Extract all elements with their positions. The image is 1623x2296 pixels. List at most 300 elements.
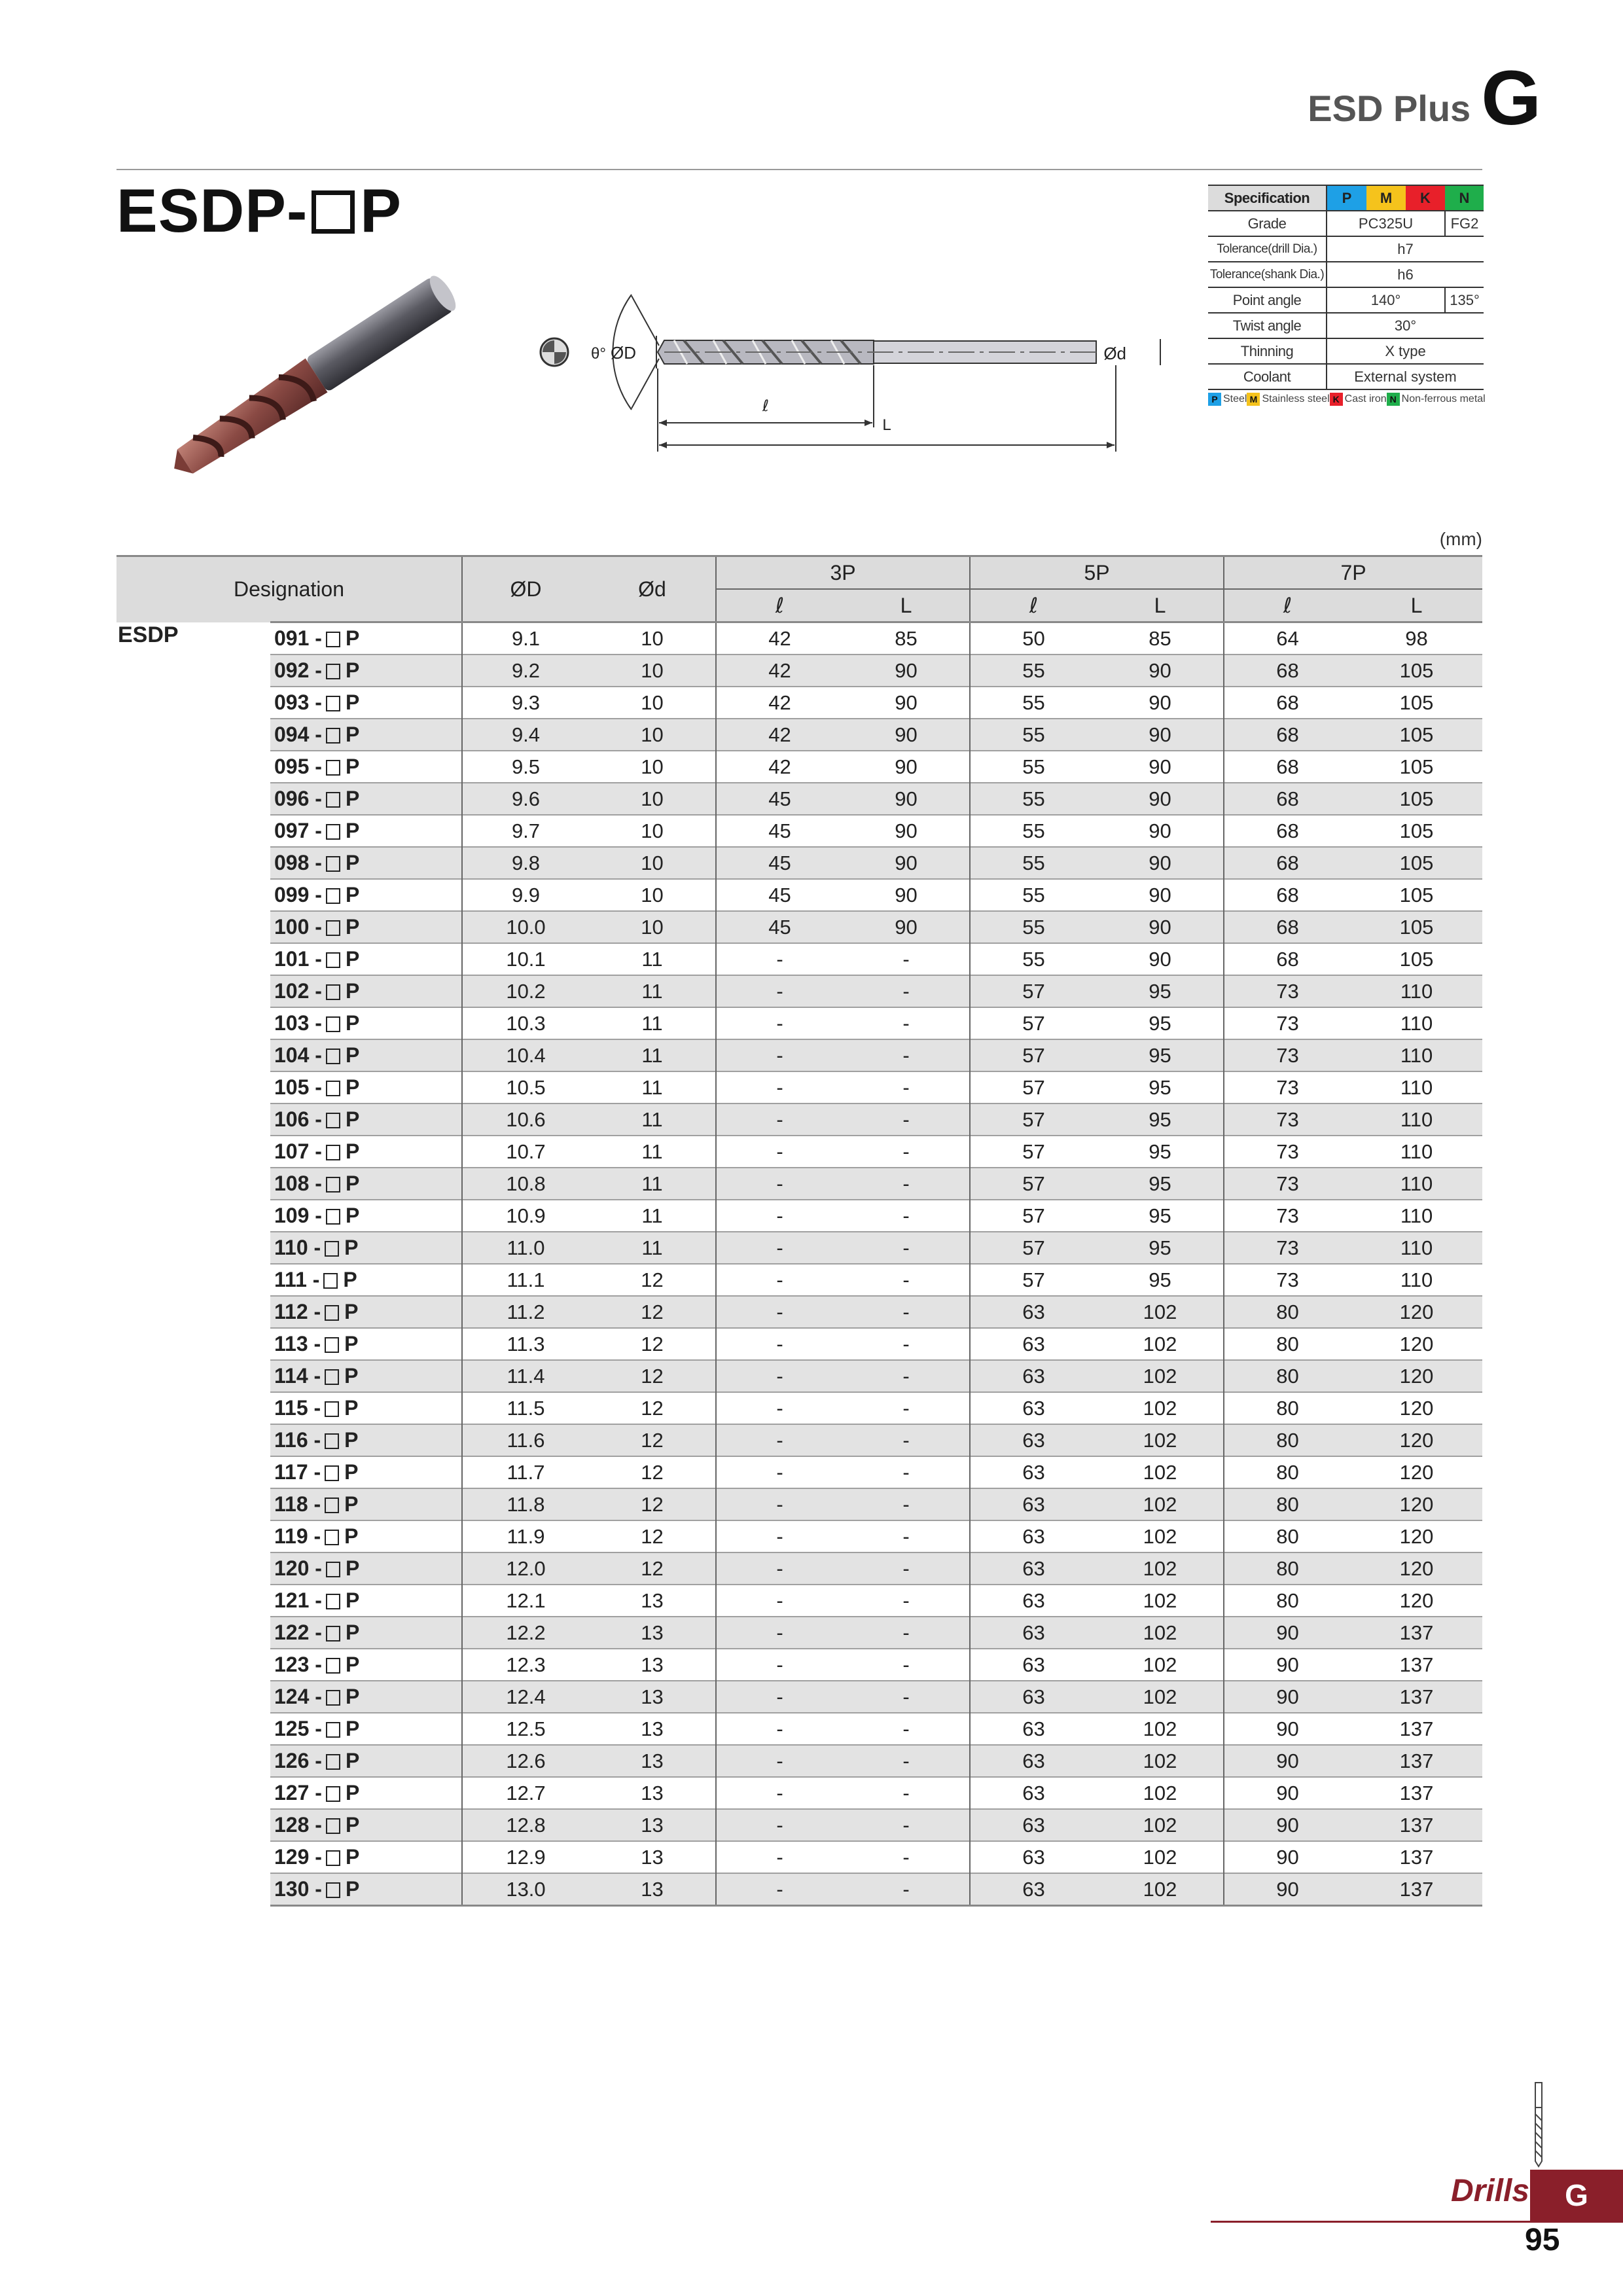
designation-code: 120 - xyxy=(274,1556,322,1580)
placeholder-box-icon xyxy=(326,984,340,1000)
cell-5p-length: 95 xyxy=(1097,1232,1224,1264)
cell-7p-flute: 73 xyxy=(1224,1232,1351,1264)
designation-suffix: P xyxy=(345,851,360,874)
cell-dia-D: 10.0 xyxy=(462,911,589,943)
legend-text: Stainless steel xyxy=(1262,393,1330,404)
designation-suffix: P xyxy=(344,1332,359,1355)
cell-7p-flute: 80 xyxy=(1224,1488,1351,1520)
cell-3p-flute: - xyxy=(716,1649,843,1681)
cell-7p-flute: 80 xyxy=(1224,1392,1351,1424)
cell-3p-flute: - xyxy=(716,1264,843,1296)
cell-7p-length: 105 xyxy=(1351,847,1482,879)
designation-suffix: P xyxy=(345,787,360,810)
cell-dia-D: 11.3 xyxy=(462,1328,589,1360)
cell-7p-flute: 73 xyxy=(1224,1039,1351,1071)
header-group-7p: 7P xyxy=(1224,556,1482,590)
cell-7p-flute: 80 xyxy=(1224,1520,1351,1552)
table-row xyxy=(116,943,1482,975)
cell-7p-length: 120 xyxy=(1351,1552,1482,1585)
cell-7p-length: 105 xyxy=(1351,943,1482,975)
cell-5p-flute: 55 xyxy=(970,655,1097,687)
spec-label: Tolerance(drill Dia.) xyxy=(1208,236,1327,262)
table-row xyxy=(116,815,1482,847)
cell-dia-d: 10 xyxy=(589,719,716,751)
cell-5p-flute: 55 xyxy=(970,943,1097,975)
drill-dimension-diagram xyxy=(533,280,1175,454)
designation-code: 091 - xyxy=(274,626,322,650)
legend-text: Non-ferrous metal xyxy=(1401,393,1486,404)
cell-5p-length: 90 xyxy=(1097,847,1224,879)
cell-7p-flute: 90 xyxy=(1224,1681,1351,1713)
placeholder-box-icon xyxy=(325,1401,339,1417)
cell-dia-D: 10.8 xyxy=(462,1168,589,1200)
designation-cell xyxy=(270,1745,462,1777)
cell-5p-length: 90 xyxy=(1097,719,1224,751)
designation-cell xyxy=(270,847,462,879)
placeholder-box-icon xyxy=(326,1690,340,1706)
designation-code: 106 - xyxy=(274,1107,322,1131)
header-total-length: L xyxy=(1351,589,1482,622)
cell-3p-flute: - xyxy=(716,1392,843,1424)
cell-5p-flute: 63 xyxy=(970,1296,1097,1328)
cell-5p-flute: 55 xyxy=(970,879,1097,911)
spec-value: 140° xyxy=(1327,287,1445,313)
designation-code: 102 - xyxy=(274,979,322,1003)
spec-label: Thinning xyxy=(1208,338,1327,364)
cell-3p-length: - xyxy=(843,1456,970,1488)
spec-table xyxy=(1208,185,1484,390)
cell-3p-length: - xyxy=(843,1071,970,1103)
cell-5p-flute: 63 xyxy=(970,1713,1097,1745)
title-prefix: ESDP- xyxy=(116,176,308,245)
cell-3p-length: - xyxy=(843,1200,970,1232)
cell-dia-D: 11.6 xyxy=(462,1424,589,1456)
designation-suffix: P xyxy=(345,1653,360,1676)
cell-5p-flute: 63 xyxy=(970,1809,1097,1841)
table-row xyxy=(116,1328,1482,1360)
cell-5p-length: 102 xyxy=(1097,1424,1224,1456)
designation-suffix: P xyxy=(345,883,360,906)
placeholder-box-icon xyxy=(325,1305,339,1321)
cell-3p-flute: 45 xyxy=(716,783,843,815)
table-row xyxy=(116,1649,1482,1681)
table-row xyxy=(116,1264,1482,1296)
cell-dia-d: 12 xyxy=(589,1392,716,1424)
designation-cell xyxy=(270,1360,462,1392)
cell-5p-flute: 63 xyxy=(970,1649,1097,1681)
designation-cell xyxy=(270,1039,462,1071)
cell-3p-length: - xyxy=(843,1392,970,1424)
cell-5p-length: 95 xyxy=(1097,1200,1224,1232)
table-row xyxy=(116,1552,1482,1585)
designation-suffix: P xyxy=(345,915,360,939)
cell-3p-flute: 45 xyxy=(716,879,843,911)
designation-cell xyxy=(270,1777,462,1809)
legend-item xyxy=(1387,393,1486,406)
cell-7p-flute: 73 xyxy=(1224,1007,1351,1039)
spec-label: Coolant xyxy=(1208,364,1327,389)
designation-code: 125 - xyxy=(274,1717,322,1740)
drill-photo-image xyxy=(141,265,488,491)
cell-7p-flute: 68 xyxy=(1224,943,1351,975)
cell-7p-flute: 80 xyxy=(1224,1360,1351,1392)
designation-cell xyxy=(270,1103,462,1136)
cell-5p-flute: 50 xyxy=(970,622,1097,655)
cell-dia-D: 11.1 xyxy=(462,1264,589,1296)
spec-label: Grade xyxy=(1208,211,1327,236)
designation-suffix: P xyxy=(345,1845,360,1869)
cell-5p-length: 102 xyxy=(1097,1392,1224,1424)
cell-7p-length: 110 xyxy=(1351,975,1482,1007)
cell-dia-D: 12.0 xyxy=(462,1552,589,1585)
cell-7p-flute: 68 xyxy=(1224,815,1351,847)
spec-label: Twist angle xyxy=(1208,313,1327,338)
designation-cell xyxy=(270,783,462,815)
cell-dia-d: 10 xyxy=(589,879,716,911)
designation-suffix: P xyxy=(345,1717,360,1740)
cell-5p-length: 102 xyxy=(1097,1360,1224,1392)
designation-cell xyxy=(270,1649,462,1681)
cell-7p-flute: 68 xyxy=(1224,879,1351,911)
cell-5p-flute: 63 xyxy=(970,1745,1097,1777)
cell-7p-length: 120 xyxy=(1351,1296,1482,1328)
cell-5p-length: 90 xyxy=(1097,815,1224,847)
cell-dia-D: 11.9 xyxy=(462,1520,589,1552)
designation-code: 092 - xyxy=(274,658,322,682)
cell-dia-d: 10 xyxy=(589,911,716,943)
cell-7p-length: 120 xyxy=(1351,1488,1482,1520)
cell-7p-flute: 80 xyxy=(1224,1456,1351,1488)
cell-3p-flute: - xyxy=(716,1424,843,1456)
cell-7p-length: 110 xyxy=(1351,1039,1482,1071)
cell-3p-flute: - xyxy=(716,1520,843,1552)
cell-5p-flute: 57 xyxy=(970,1007,1097,1039)
placeholder-box-icon xyxy=(326,1562,340,1577)
table-row xyxy=(116,1168,1482,1200)
group-label: ESDP xyxy=(116,622,270,1906)
cell-3p-length: 85 xyxy=(843,622,970,655)
cell-7p-flute: 90 xyxy=(1224,1745,1351,1777)
cell-5p-flute: 57 xyxy=(970,1039,1097,1071)
cell-5p-flute: 57 xyxy=(970,1232,1097,1264)
cell-3p-length: 90 xyxy=(843,751,970,783)
cell-7p-length: 137 xyxy=(1351,1681,1482,1713)
designation-cell xyxy=(270,975,462,1007)
cell-dia-D: 10.6 xyxy=(462,1103,589,1136)
header-dia-d: Ød xyxy=(589,556,716,622)
placeholder-box-icon xyxy=(326,1016,340,1032)
cell-5p-flute: 63 xyxy=(970,1360,1097,1392)
designation-suffix: P xyxy=(345,1011,360,1035)
table-row xyxy=(116,1103,1482,1136)
cell-7p-flute: 68 xyxy=(1224,911,1351,943)
placeholder-box-icon xyxy=(326,664,340,679)
cell-5p-flute: 63 xyxy=(970,1873,1097,1906)
cell-dia-d: 13 xyxy=(589,1617,716,1649)
cell-5p-flute: 57 xyxy=(970,1200,1097,1232)
cell-dia-D: 10.5 xyxy=(462,1071,589,1103)
designation-suffix: P xyxy=(345,1749,360,1772)
cell-dia-d: 11 xyxy=(589,1071,716,1103)
cell-3p-length: - xyxy=(843,1873,970,1906)
cell-3p-flute: - xyxy=(716,1039,843,1071)
cell-3p-flute: - xyxy=(716,1777,843,1809)
cell-3p-length: - xyxy=(843,1103,970,1136)
placeholder-box-icon xyxy=(325,1433,339,1449)
iso-n-badge: N xyxy=(1445,185,1484,211)
theta-label: θ° xyxy=(591,345,606,363)
header-flute-length: ℓ xyxy=(1224,589,1351,622)
header-total-length: L xyxy=(843,589,970,622)
cell-3p-length: - xyxy=(843,1328,970,1360)
cell-dia-d: 13 xyxy=(589,1777,716,1809)
cell-dia-D: 9.1 xyxy=(462,622,589,655)
cell-7p-flute: 80 xyxy=(1224,1552,1351,1585)
cell-dia-D: 10.9 xyxy=(462,1200,589,1232)
flute-length-label: ℓ xyxy=(762,397,769,415)
table-row xyxy=(116,622,1482,655)
cell-dia-D: 12.7 xyxy=(462,1777,589,1809)
cell-5p-length: 102 xyxy=(1097,1552,1224,1585)
designation-suffix: P xyxy=(345,1204,360,1227)
spec-header-label: Specification xyxy=(1208,185,1327,211)
cell-3p-length: - xyxy=(843,943,970,975)
placeholder-box-icon xyxy=(326,856,340,872)
cell-3p-length: - xyxy=(843,1424,970,1456)
designation-suffix: P xyxy=(345,1043,360,1067)
cell-3p-length: - xyxy=(843,975,970,1007)
table-row xyxy=(116,1232,1482,1264)
cell-3p-flute: 42 xyxy=(716,655,843,687)
cell-3p-length: 90 xyxy=(843,815,970,847)
cell-7p-flute: 90 xyxy=(1224,1777,1351,1809)
cell-7p-length: 120 xyxy=(1351,1360,1482,1392)
designation-suffix: P xyxy=(344,1460,359,1484)
cell-dia-d: 10 xyxy=(589,783,716,815)
cell-7p-length: 120 xyxy=(1351,1585,1482,1617)
cell-7p-flute: 80 xyxy=(1224,1328,1351,1360)
placeholder-box-icon xyxy=(325,1465,339,1481)
table-row xyxy=(116,1520,1482,1552)
cell-5p-length: 85 xyxy=(1097,622,1224,655)
cell-3p-flute: 42 xyxy=(716,719,843,751)
placeholder-box-icon xyxy=(326,1658,340,1674)
table-row xyxy=(116,1681,1482,1713)
cell-3p-flute: - xyxy=(716,1585,843,1617)
cell-3p-flute: - xyxy=(716,1103,843,1136)
designation-code: 098 - xyxy=(274,851,322,874)
designation-cell xyxy=(270,1071,462,1103)
cell-3p-flute: - xyxy=(716,1360,843,1392)
legend-swatch: P xyxy=(1208,393,1221,406)
cell-7p-length: 110 xyxy=(1351,1264,1482,1296)
placeholder-box-icon xyxy=(325,1337,339,1353)
cell-3p-flute: 45 xyxy=(716,815,843,847)
designation-code: 107 - xyxy=(274,1139,322,1163)
cell-5p-length: 102 xyxy=(1097,1456,1224,1488)
cell-7p-flute: 90 xyxy=(1224,1841,1351,1873)
placeholder-box-icon xyxy=(326,824,340,840)
table-row xyxy=(116,1424,1482,1456)
cell-dia-D: 9.4 xyxy=(462,719,589,751)
table-row xyxy=(116,1745,1482,1777)
drill-tab-icon xyxy=(1531,2081,1546,2168)
cell-7p-length: 137 xyxy=(1351,1713,1482,1745)
cell-5p-length: 102 xyxy=(1097,1649,1224,1681)
placeholder-box-icon xyxy=(326,1754,340,1770)
cell-7p-length: 105 xyxy=(1351,783,1482,815)
cell-dia-d: 12 xyxy=(589,1520,716,1552)
cell-3p-length: 90 xyxy=(843,879,970,911)
header-designation: Designation xyxy=(116,556,462,622)
cell-5p-flute: 57 xyxy=(970,1103,1097,1136)
designation-code: 101 - xyxy=(274,947,322,971)
designation-suffix: P xyxy=(345,1877,360,1901)
cell-7p-length: 110 xyxy=(1351,1007,1482,1039)
cell-5p-length: 95 xyxy=(1097,1136,1224,1168)
designation-cell xyxy=(270,1168,462,1200)
spec-value: External system xyxy=(1327,364,1484,389)
designation-code: 105 - xyxy=(274,1075,322,1099)
table-row xyxy=(116,1713,1482,1745)
cell-dia-D: 11.4 xyxy=(462,1360,589,1392)
designation-code: 110 - xyxy=(274,1236,321,1259)
cell-5p-length: 90 xyxy=(1097,879,1224,911)
cell-3p-flute: - xyxy=(716,1232,843,1264)
placeholder-box-icon xyxy=(326,1145,340,1160)
page-title xyxy=(116,178,402,243)
designation-code: 103 - xyxy=(274,1011,322,1035)
designation-cell xyxy=(270,1232,462,1264)
cell-3p-length: - xyxy=(843,1360,970,1392)
cell-dia-d: 11 xyxy=(589,1103,716,1136)
cell-dia-D: 11.2 xyxy=(462,1296,589,1328)
cell-5p-flute: 55 xyxy=(970,847,1097,879)
cell-3p-flute: 42 xyxy=(716,622,843,655)
cell-dia-D: 9.8 xyxy=(462,847,589,879)
cell-dia-d: 12 xyxy=(589,1456,716,1488)
table-row xyxy=(116,719,1482,751)
spec-value: h7 xyxy=(1327,236,1484,262)
cell-3p-length: - xyxy=(843,1649,970,1681)
designation-code: 122 - xyxy=(274,1621,322,1644)
cell-5p-flute: 63 xyxy=(970,1777,1097,1809)
table-row xyxy=(116,1136,1482,1168)
designation-code: 109 - xyxy=(274,1204,322,1227)
table-row xyxy=(116,975,1482,1007)
legend-item xyxy=(1247,393,1329,406)
designation-suffix: P xyxy=(345,1813,360,1837)
cell-7p-flute: 68 xyxy=(1224,783,1351,815)
placeholder-box-icon xyxy=(326,1626,340,1641)
cell-5p-length: 102 xyxy=(1097,1617,1224,1649)
placeholder-box-icon xyxy=(325,1530,339,1545)
designation-cell xyxy=(270,622,462,655)
cell-5p-length: 95 xyxy=(1097,1039,1224,1071)
cell-5p-flute: 63 xyxy=(970,1488,1097,1520)
cell-7p-flute: 90 xyxy=(1224,1713,1351,1745)
cell-5p-flute: 63 xyxy=(970,1520,1097,1552)
designation-suffix: P xyxy=(345,1107,360,1131)
spec-value: 135° xyxy=(1445,287,1484,313)
cell-dia-d: 13 xyxy=(589,1649,716,1681)
cell-5p-flute: 57 xyxy=(970,1264,1097,1296)
designation-cell xyxy=(270,1456,462,1488)
designation-code: 093 - xyxy=(274,691,322,714)
cell-3p-flute: - xyxy=(716,1200,843,1232)
cell-dia-d: 10 xyxy=(589,751,716,783)
designation-code: 124 - xyxy=(274,1685,322,1708)
designation-cell xyxy=(270,1520,462,1552)
cell-dia-d: 11 xyxy=(589,1200,716,1232)
cell-3p-length: - xyxy=(843,1488,970,1520)
legend-swatch: N xyxy=(1387,393,1400,406)
cell-3p-length: - xyxy=(843,1136,970,1168)
spec-value: h6 xyxy=(1327,262,1484,287)
cell-7p-flute: 90 xyxy=(1224,1617,1351,1649)
table-row xyxy=(116,879,1482,911)
cell-3p-flute: - xyxy=(716,1745,843,1777)
cell-7p-length: 110 xyxy=(1351,1232,1482,1264)
cell-5p-length: 90 xyxy=(1097,943,1224,975)
footer-section-tab: G xyxy=(1530,2170,1623,2221)
cell-dia-d: 11 xyxy=(589,943,716,975)
cell-dia-d: 13 xyxy=(589,1809,716,1841)
cell-dia-d: 10 xyxy=(589,847,716,879)
cell-dia-D: 12.9 xyxy=(462,1841,589,1873)
designation-code: 123 - xyxy=(274,1653,322,1676)
cell-dia-d: 10 xyxy=(589,622,716,655)
cell-5p-length: 95 xyxy=(1097,1071,1224,1103)
cell-7p-flute: 73 xyxy=(1224,1264,1351,1296)
cell-dia-d: 11 xyxy=(589,1168,716,1200)
cell-dia-D: 11.8 xyxy=(462,1488,589,1520)
cell-7p-length: 137 xyxy=(1351,1777,1482,1809)
designation-code: 113 - xyxy=(274,1332,321,1355)
designation-suffix: P xyxy=(345,691,360,714)
cell-5p-length: 95 xyxy=(1097,1007,1224,1039)
designation-suffix: P xyxy=(345,1685,360,1708)
cell-5p-length: 90 xyxy=(1097,783,1224,815)
dia-d-label: Ød xyxy=(1103,344,1126,363)
cell-5p-length: 102 xyxy=(1097,1873,1224,1906)
table-row xyxy=(116,687,1482,719)
cell-5p-length: 102 xyxy=(1097,1520,1224,1552)
cell-5p-flute: 63 xyxy=(970,1424,1097,1456)
cell-7p-flute: 73 xyxy=(1224,1071,1351,1103)
designation-suffix: P xyxy=(345,755,360,778)
spec-label: Tolerance(shank Dia.) xyxy=(1208,262,1327,287)
placeholder-box-icon xyxy=(326,1081,340,1096)
designation-cell xyxy=(270,1617,462,1649)
footer-rule xyxy=(1211,2221,1623,2223)
cell-7p-flute: 73 xyxy=(1224,975,1351,1007)
cell-dia-d: 12 xyxy=(589,1328,716,1360)
header-group-3p: 3P xyxy=(716,556,970,590)
cell-7p-length: 137 xyxy=(1351,1873,1482,1906)
cell-5p-flute: 55 xyxy=(970,719,1097,751)
cell-7p-flute: 80 xyxy=(1224,1585,1351,1617)
designation-code: 126 - xyxy=(274,1749,322,1772)
placeholder-box-icon xyxy=(326,696,340,711)
designation-code: 104 - xyxy=(274,1043,322,1067)
cell-dia-d: 13 xyxy=(589,1713,716,1745)
cell-7p-flute: 90 xyxy=(1224,1873,1351,1906)
header-total-length: L xyxy=(1097,589,1224,622)
placeholder-box-icon xyxy=(326,888,340,904)
table-row xyxy=(116,1200,1482,1232)
designation-suffix: P xyxy=(345,626,360,650)
